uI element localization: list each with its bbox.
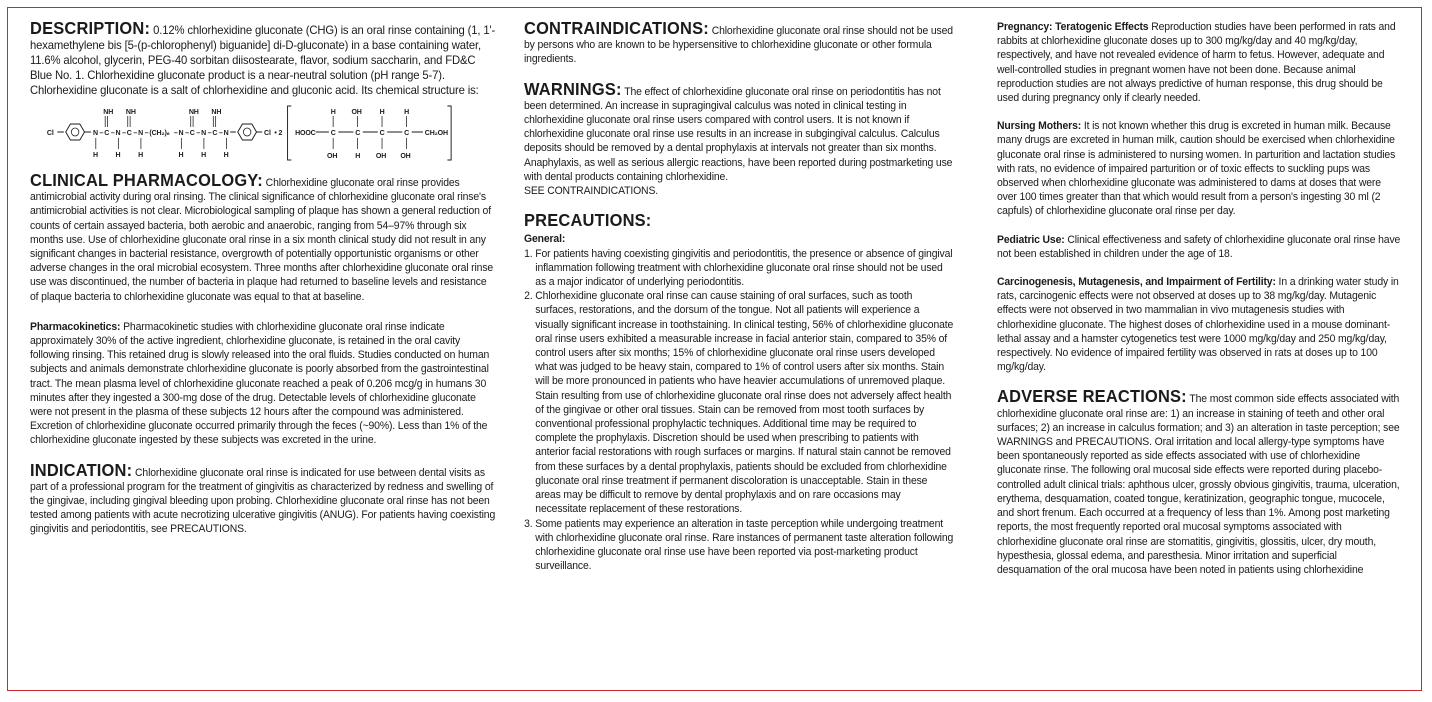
clinical-pharmacology-heading: CLINICAL PHARMACOLOGY: [30,170,263,190]
structure-hooc: HOOC [295,127,316,138]
svg-text:–: – [110,127,115,138]
structure-cl-left: Cl [46,127,54,138]
pharmacokinetics-section [30,320,497,448]
structure-n4: N [178,127,184,138]
precautions-item: 3. Some patients may experience an alteration in taste perception while undergoing treatment with chlorhexidine gluconate oral rinse. Rare instances of permanent taste alteration following chlorhexidine gluconate oral rinse use have been reported via post-marketing product surveillance. [535,517,953,574]
pediatric-use-section [997,233,1403,261]
contraindications-heading: CONTRAINDICATIONS: [524,18,709,38]
contraindications-section [524,20,954,67]
structure-n5: N [201,127,207,138]
column-right [997,20,1403,577]
structure-goh4: OH [400,150,411,161]
svg-text:–: – [99,127,104,138]
svg-text:–: – [173,127,178,138]
structure-nh2: NH [125,106,136,117]
pediatric-use-text: Clinical effectiveness and safety of chlorhexidine gluconate oral rinse have not been established in children under the age of 18. [997,233,1401,260]
structure-h3: H [138,149,144,160]
adverse-reactions-heading: ADVERSE REACTIONS: [997,386,1187,407]
svg-text:–: – [133,127,138,138]
structure-n2: N [115,127,121,138]
nursing-mothers-text: It is not known whether this drug is excreted in human milk. Because many drugs are excreted in human milk, caution should be exercised when chlorhexidine gluconate oral rinse is administered to nursing women. In parturition and lactation studies with rats, no evidence of impaired parturition or of toxic effects to suckling pups was observed when chlorhexidine gluconate was administered to dams at doses that were over 100 times greater than that which would result from a person's ingesting 30 ml (2 capfuls) of chlorhexidine gluconate oral rinse per day. [997,120,1396,218]
pharmacokinetics-text: Pharmacokinetic studies with chlorhexidine gluconate oral rinse indicate approximately 30% of the active ingredient, chlorhexidine gluconate, is retained in the oral cavity following rinsing. This retained drug is slowly released into the oral fluids. Studies conducted on human subjects and animals demonstrate chlorhexidine gluconate is poorly absorbed from the gastrointestinal tract. The mean plasma level of chlorhexidine gluconate reached a peak of 0.206 mcg/g in humans 30 minutes after they ingested a 300-mg dose of the drug. Detectable levels of chlorhexidine gluconate were not present in the plasma of these subjects 12 hours after the compound was administered. Excretion of chlorhexidine gluconate occurred primarily through the feces (~90%). Less than 1% of the chlorhexidine gluconate ingested by these subjects was excreted in the urine. [30,320,490,447]
indication-section [30,459,497,537]
structure-c3: C [189,127,195,138]
pregnancy-section [997,20,1403,105]
svg-text:–: – [144,127,149,138]
structure-nh3: NH [188,106,199,117]
svg-text:–: – [185,127,189,138]
adverse-reactions-text: The most common side effects associated with chlorhexidine gluconate oral rinse are: 1) an increase in staining of teeth and other oral surfaces; 2) an increase in calculus formation; and 3) an alteration in taste perception; see WARNINGS and PRECAUTIONS. Oral irritation and local allergy-type symptoms have been spontaneously reported as side effects associated with use of chlorhexidine gluconate rinse. The following oral mucosal side effects were reported during placebo-controlled adult clinical trials: aphthous ulcer, grossly obvious gingivitis, trauma, ulceration, erythema, desquamation, coated tongue, keratinization, geographic tongue, mucocele, and short frenum. Each occurred at a frequency of less than 1%. Among post marketing reports, the most frequently reported oral mucosal symptoms associated with chlorhexidine gluconate oral rinse are stomatitis, gingivitis, glossitis, ulcer, dry mouth, hypesthesia, glossal edema, and paresthesia. Minor irritation and superficial desquamation of the oral mucosa have been noted in patients using chlorhexidine [997,393,1400,576]
structure-nh1: NH [103,106,114,117]
structure-ch2oh: CH₂OH [424,127,448,138]
structure-n1: N [92,127,98,138]
structure-n3: N [138,127,144,138]
pregnancy-heading: Pregnancy: Teratogenic Effects [997,21,1149,33]
warnings-section [524,78,954,184]
description-heading: DESCRIPTION: [30,18,151,38]
structure-h5: H [201,149,207,160]
structure-goh3: OH [375,150,387,161]
carcinogenesis-heading: Carcinogenesis, Mutagenesis, and Impairment of Fertility: [997,276,1276,289]
precautions-list [524,247,954,574]
precautions-heading: PRECAUTIONS: [524,210,652,231]
structure-c2: C [126,127,132,138]
pregnancy-text: Reproduction studies have been performed in rats and rabbits at chlorhexidine gluconate doses up to 300 mg/kg/day and 40 mg/kg/day, respectively, and have not revealed evidence of harm to fetus. However, adequate and well-controlled studies in pregnant women have not been done. Because animal reproduction studies are not always predictive of human response, this drug should be used during pregnancy only if clearly needed. [997,21,1396,105]
structure-goh2: OH [327,150,338,161]
description-section [30,20,497,98]
svg-text:–: – [122,127,126,138]
structure-ch2-chain: (CH₂)₆ [149,127,170,138]
clinical-pharmacology-section [30,172,497,304]
structure-cl-right: Cl [264,127,271,138]
structure-h2: H [115,149,121,160]
warnings-text: The effect of chlorhexidine gluconate oral rinse on periodontitis has not been determined. An increase in supragingival calculus was noted in clinical testing in chlorhexidine gluconate oral rinse users compared with control users. It is not known if chlorhexidine gluconate oral rinse use results in an increase in subgingival calculus. Calculus deposits should be removed by a dental prophylaxis at intervals not greater than six months. Anaphylaxis, as well as serious allergic reactions, have been reported during postmarketing use with dental products containing chlorhexidine. [524,85,953,183]
structure-gh4: H [355,150,361,161]
benzene-ring-left [66,124,85,140]
structure-c4: C [212,127,218,138]
structure-gh3: H [404,106,410,117]
structure-gc2: C [355,127,361,138]
warnings-heading: WARNINGS: [524,78,622,99]
structure-times-two: • 2 [274,127,283,138]
structure-bracket-left [288,106,292,160]
contraindications-text: Chlorhexidine gluconate oral rinse should not be used by persons who are known to be hypersensitive to chlorhexidine gluconate or other formula ingredients. [524,25,953,66]
indication-text: Chlorhexidine gluconate oral rinse is indicated for use between dental visits as part of a professional program for the treatment of gingivitis as characterized by redness and swelling of the gingivae, including gingival bleeding upon probing. Chlorhexidine gluconate oral rinse has not been tested among patients with acute necrotizing ulcerative gingivitis (ANUG). For patients having coexisting gingivitis and periodontitis, see PRECAUTIONS. [30,466,496,536]
structure-h1: H [92,149,98,160]
description-text: 0.12% chlorhexidine gluconate (CHG) is an oral rinse containing (1, 1'-hexamethylene bis [5-(p-chlorophenyl) biguanide] di-D-gluconate) in a base containing water, 11.6% alcohol, glycerin, PEG-40 sorbitan diisostearate, flavor, sodium saccharin, and FD&C Blue No. 1. Chlorhexidine gluconate product is a near-neutral solution (pH range 5-7). Chlorhexidine gluconate is a salt of chlorhexidine and gluconic acid. Its chemical structure is: [30,23,496,97]
adverse-reactions-section [997,388,1403,577]
structure-gh1: H [330,106,336,117]
nursing-mothers-section [997,119,1403,218]
structure-gh2: H [379,106,385,117]
precautions-item: 1. For patients having coexisting gingivitis and periodontitis, the presence or absence of gingival inflammation following treatment with chlorhexidine gluconate oral rinse should not be used as a major indicator of underlying periodontitis. [535,247,953,290]
structure-gc4: C [404,127,410,138]
svg-text:–: – [196,127,201,138]
nursing-mothers-heading: Nursing Mothers: [997,120,1082,133]
structure-c1: C [104,127,110,138]
precautions-item: 2. Chlorhexidine gluconate oral rinse can cause staining of oral surfaces, such as tooth surfaces, restorations, and the dorsum of the tongue. Not all patients will experience a visually significant increase in toothstaining. In clinical testing, 56% of chlorhexidine gluconate oral rinse users exhibited a measurable increase in facial anterior stain, compared to 35% of control users after six months; 15% of chlorhexidine gluconate oral rinse users developed what was judged to be heavy stain, compared to 1% of control users after six months. Stain will be more pronounced in patients who have heavier accumulations of unremoved plaque. Stain resulting from use of chlorhexidine gluconate oral rinse does not adversely affect health of the gingivae or other oral tissues. Stain can be removed from most tooth surfaces by conventional professional prophylactic techniques. Additional time may be required to complete the prophylaxis. Discretion should be used when prescribing to patients with anterior facial restorations with rough surfaces or margins. If natural stain cannot be removed from these surfaces by a dental prophylaxis, patients should be excluded from chlorhexidine gluconate oral rinse treatment if permanent discoloration is unacceptable. Stain in these areas may be difficult to remove by dental prophylaxis and on rare occasions may necessitate replacement of these restorations. [535,289,953,516]
column-middle [524,20,954,573]
structure-goh1: OH [351,106,362,117]
carcinogenesis-section [997,275,1403,374]
precautions-section [524,212,954,573]
svg-text:–: – [218,127,223,138]
warnings-see-also: SEE CONTRAINDICATIONS. [524,185,659,198]
clinical-pharmacology-text: Chlorhexidine gluconate oral rinse provides antimicrobial activity during oral rinsing. The clinical significance of chlorhexidine gluconate oral rinse's antimicrobial activities is not clear. Microbiological sampling of plaque has shown a general reduction of counts of certain assayed bacteria, both aerobic and anaerobic, ranging from 54–97% through six months use. Use of chlorhexidine gluconate oral rinse in a six month clinical study did not result in any significant changes in bacterial resistance, overgrowth of potentially opportunistic organisms or other adverse changes in the oral microbial ecosystem. Three months after chlorhexidine gluconate oral rinse use was discontinued, the number of bacteria in plaque had returned to baseline levels and resistance of plaque bacteria to chlorhexidine gluconate was equal to that at baseline. [30,177,494,303]
chlorhexidine-gluconate-structure [45,102,459,166]
structure-gc3: C [379,127,385,138]
benzene-ring-right [238,124,257,140]
column-left [30,20,497,537]
structure-h4: H [178,149,184,160]
precautions-general-label: General: [524,233,566,246]
carcinogenesis-text: In a drinking water study in rats, carcinogenic effects were not observed at doses up to 38 mg/kg/day. Mutagenic effects were not observed in two mammalian in vivo mutagenesis studies with chlorhexidine gluconate. The highest doses of chlorhexidine used in a mouse dominant-lethal assay and a hamster cytogenetics test were 1000 mg/kg/day and 250 mg/kg/day, respectively. No evidence of impaired fertility was observed in rats at doses up to 100 mg/kg/day. [997,276,1399,374]
pediatric-use-heading: Pediatric Use: [997,233,1065,246]
indication-heading: INDICATION: [30,459,133,480]
structure-h6: H [223,149,229,160]
structure-nh4: NH [211,106,222,117]
pharmacokinetics-heading: Pharmacokinetics: [30,320,121,333]
structure-n6: N [223,127,229,138]
svg-text:–: – [207,127,212,138]
structure-gc1: C [330,127,336,138]
